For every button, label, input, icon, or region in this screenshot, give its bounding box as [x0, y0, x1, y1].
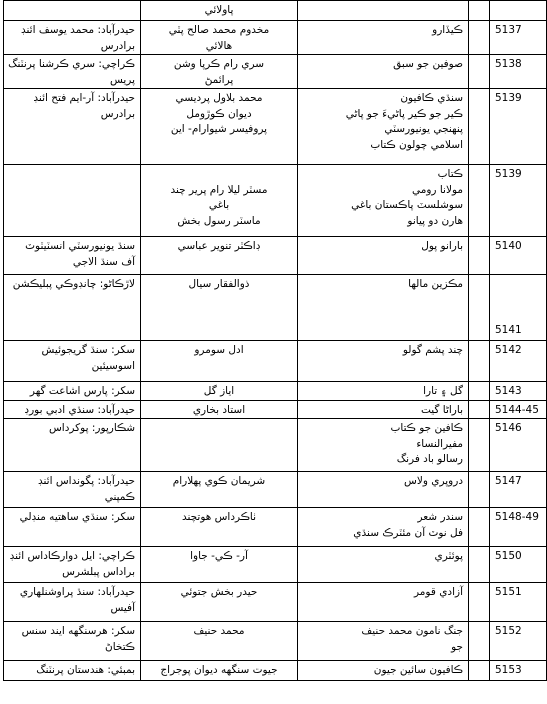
author-line: ادل سومرو: [194, 344, 244, 356]
author-line: ٺاڪرداس هوتچند: [181, 511, 257, 523]
entry-number: 5142: [495, 344, 522, 356]
table-row: [4, 547, 547, 583]
entry-number: 5152: [495, 625, 522, 637]
title-line: صوفين جو سبق: [393, 58, 463, 70]
title-line: دروپري ولاس: [404, 475, 463, 487]
catalog-table: [3, 0, 547, 681]
title-line: مفيرالنساء: [416, 437, 463, 450]
publisher-cell: [4, 89, 141, 165]
table-row: [4, 341, 547, 382]
entry-number-cell: [490, 547, 547, 583]
catalog-rows: [4, 1, 547, 681]
author-line: سري رام ڪرپا وشن: [173, 58, 265, 70]
title-line: آزادي قومر: [414, 586, 463, 598]
entry-number-cell: [490, 622, 547, 661]
table-row: [4, 237, 547, 275]
author-line: پروفيسر شيوارام- اين: [170, 123, 268, 135]
author-line: جيوت سنگهه ديوان پوجراج: [160, 664, 278, 676]
publisher-cell: [4, 1, 141, 21]
author-cell: [141, 89, 298, 165]
publisher-line: اسوسيئين: [91, 359, 135, 372]
author-line: ڊاڪٽر تنوير عباسي: [177, 240, 261, 252]
publisher-cell: [4, 508, 141, 547]
spacer-cell: [469, 508, 490, 547]
author-line: ذوالفقار سيال: [188, 278, 250, 290]
title-line: جنگ نامون محمد حنيف: [361, 625, 463, 637]
entry-number: 5148-49: [495, 511, 539, 523]
publisher-line: سکر: هرسنگهه ايند سنس: [21, 625, 135, 637]
title-cell: [298, 237, 469, 275]
title-line: ڪتاب: [437, 168, 463, 180]
table-row: [4, 622, 547, 661]
spacer-cell: [469, 21, 490, 55]
table-row: [4, 165, 547, 237]
entry-number-cell: [490, 472, 547, 508]
entry-number: 5137: [495, 24, 522, 36]
entry-number: 5140: [495, 240, 522, 252]
entry-number-cell: [490, 382, 547, 401]
title-cell: [298, 275, 469, 341]
author-line: پرائمڻ: [204, 73, 234, 86]
title-line: ڪافين جو ڪتاب: [390, 422, 463, 434]
table-row: [4, 583, 547, 622]
title-cell: [298, 622, 469, 661]
table-row: [4, 472, 547, 508]
entry-number: 5150: [495, 550, 522, 562]
entry-number-cell: [490, 661, 547, 681]
title-line: مولانا رومي: [411, 183, 463, 196]
publisher-cell: [4, 622, 141, 661]
publisher-line: سکر: پارس اشاعت گهر: [29, 385, 135, 397]
publisher-line: شڪارپور: پوکرداس: [48, 422, 135, 434]
title-line: اسلامي چولون ڪتاب: [370, 138, 463, 151]
title-line: پوئٽري: [434, 550, 463, 562]
author-cell: [141, 55, 298, 89]
publisher-line: پريس: [109, 73, 135, 86]
title-cell: [298, 55, 469, 89]
title-line: جو: [451, 640, 463, 653]
title-line: ڪيڏارو: [432, 24, 463, 36]
entry-number-cell: [490, 508, 547, 547]
author-line: مخدوم محمد صالح پٽي: [168, 24, 270, 36]
publisher-cell: [4, 165, 141, 237]
title-cell: [298, 583, 469, 622]
author-cell: [141, 237, 298, 275]
title-cell: [298, 1, 469, 21]
publisher-line: حيدرآباد: سنڌي ادبي بورڊ: [24, 403, 135, 416]
table-row: [4, 382, 547, 401]
author-cell: [141, 382, 298, 401]
publisher-cell: [4, 341, 141, 382]
title-line: ڪير جو ڪير پاڻيءَ جو پاڻي: [345, 107, 463, 120]
entry-number-cell: [490, 21, 547, 55]
title-cell: [298, 382, 469, 401]
author-line: اياز گل: [203, 385, 235, 397]
entry-number-cell: [490, 89, 547, 165]
entry-number: 5146: [495, 422, 522, 434]
publisher-line: ڪتخاڻ: [105, 640, 135, 653]
publisher-line: سنڌ يونيورسٽي انسٽيٽوٽ: [25, 240, 135, 252]
title-cell: [298, 547, 469, 583]
author-cell: [141, 661, 298, 681]
title-line: هارن دو پيانو: [407, 214, 463, 227]
publisher-cell: [4, 382, 141, 401]
publisher-line: حيدرآباد: آر-ايم فتح ائنڊ: [33, 92, 135, 104]
entry-number-cell: [490, 165, 547, 237]
title-line: رسالو باد فرنگ: [396, 453, 463, 465]
author-line: باغي: [208, 199, 230, 211]
author-cell: [141, 472, 298, 508]
author-cell: [141, 622, 298, 661]
spacer-cell: [469, 1, 490, 21]
title-line: ڪافيون سائين جيون: [373, 664, 463, 676]
publisher-cell: [4, 419, 141, 472]
author-line: آر- ڪي- جاوا: [190, 550, 248, 562]
author-cell: [141, 21, 298, 55]
publisher-cell: [4, 472, 141, 508]
spacer-cell: [469, 89, 490, 165]
title-line: باراڻا گيت: [420, 403, 463, 416]
table-row: [4, 661, 547, 681]
title-cell: [298, 508, 469, 547]
spacer-cell: [469, 419, 490, 472]
spacer-cell: [469, 661, 490, 681]
entry-number: 5143: [495, 385, 522, 397]
entry-number: 5139: [495, 92, 522, 104]
table-row: [4, 89, 547, 165]
title-line: گل ۽ تارا: [423, 385, 463, 397]
spacer-cell: [469, 237, 490, 275]
publisher-cell: [4, 400, 141, 419]
publisher-line: سکر: سنڌ گريجوئيش: [41, 344, 135, 356]
entry-number-cell: [490, 583, 547, 622]
publisher-line: براداس پبلشرس: [62, 565, 135, 578]
title-cell: [298, 21, 469, 55]
title-cell: [298, 472, 469, 508]
author-line: [146, 167, 292, 183]
title-line: سنڌي ڪافيون: [400, 92, 463, 104]
table-row: [4, 21, 547, 55]
author-cell: [141, 275, 298, 341]
publisher-line: آف سنڌ الاجي: [72, 255, 135, 268]
entry-number: 5141: [495, 323, 522, 336]
author-line: شريمان ڪوي پهلارام: [172, 475, 266, 487]
author-line: ماسٽر رسول بخش: [177, 214, 261, 227]
table-row: [4, 419, 547, 472]
title-line: مڪزين مالها: [408, 278, 463, 290]
author-cell: [141, 165, 298, 237]
spacer-cell: [469, 583, 490, 622]
entry-number-cell: [490, 55, 547, 89]
publisher-line: حيدرآباد: محمد يوسف ائنڊ: [20, 24, 135, 36]
author-cell: [141, 1, 298, 21]
author-line: پاولائي: [204, 4, 234, 16]
spacer-cell: [469, 55, 490, 89]
publisher-cell: [4, 237, 141, 275]
author-cell: [141, 508, 298, 547]
spacer-cell: [469, 400, 490, 419]
publisher-cell: [4, 661, 141, 681]
publisher-cell: [4, 275, 141, 341]
publisher-line: لاڙڪاڻو: چانڊوڪي پبليڪشن: [12, 278, 135, 290]
title-cell: [298, 661, 469, 681]
author-line: هالائي: [205, 39, 233, 52]
author-cell: [141, 400, 298, 419]
entry-number-cell: [490, 275, 547, 341]
publisher-cell: [4, 583, 141, 622]
author-line: ديوان ڪوڙومل: [186, 107, 252, 120]
spacer-cell: [469, 165, 490, 237]
publisher-line: حيدرآباد: پگونداس ائنڊ: [37, 475, 135, 487]
entry-number-cell: [490, 400, 547, 419]
author-cell: [141, 341, 298, 382]
publisher-cell: [4, 547, 141, 583]
entry-number: 5151: [495, 586, 522, 598]
publisher-line: سکر: سنڌي ساهتيه منڊلي: [19, 511, 135, 523]
entry-number: 5147: [495, 475, 522, 487]
spacer-cell: [469, 382, 490, 401]
title-line: فل نوٽ آن مئٽرڪ سنڌي: [353, 526, 463, 539]
title-line: سندر شعر: [417, 511, 463, 523]
publisher-cell: [4, 55, 141, 89]
spacer-cell: [469, 341, 490, 382]
title-line: بارانو پول: [421, 240, 463, 252]
publisher-line: ڪمپني: [104, 490, 135, 503]
publisher-line: ڪراچي: سري ڪرشنا پرنٽنگ: [8, 58, 135, 70]
title-cell: [298, 341, 469, 382]
entry-number-cell: [490, 1, 547, 21]
author-line: استاد بخاري: [192, 403, 246, 416]
title-cell: [298, 419, 469, 472]
publisher-line: برادرس: [100, 107, 135, 120]
entry-number-cell: [490, 237, 547, 275]
entry-number: 5138: [495, 58, 522, 70]
entry-number: 5144-45: [495, 403, 539, 416]
author-line: محمد حنيف: [193, 625, 245, 637]
table-row: [4, 508, 547, 547]
spacer-cell: [469, 622, 490, 661]
title-line: پنهنجي يونيورسٽي: [384, 123, 463, 135]
publisher-line: ڪراچي: ايل دوارڪاداس ائنڊ: [9, 550, 135, 562]
title-cell: [298, 400, 469, 419]
entry-number: 5139: [495, 168, 522, 180]
author-cell: [141, 583, 298, 622]
title-line: سوشلسٽ پاڪستان باغي: [351, 199, 463, 211]
table-row: [4, 55, 547, 89]
spacer-cell: [469, 275, 490, 341]
publisher-line: حيدرآباد: سنڌ پراوشنلهاري: [19, 586, 135, 598]
author-cell: [141, 419, 298, 472]
entry-number-cell: [490, 419, 547, 472]
entry-number: 5153: [495, 664, 522, 676]
publisher-line: آفيس: [110, 601, 135, 614]
author-cell: [141, 547, 298, 583]
table-row: [4, 400, 547, 419]
title-cell: [298, 165, 469, 237]
publisher-line: برادرس: [100, 39, 135, 52]
publisher-cell: [4, 21, 141, 55]
author-line: مسٽر ليلا رام پرير چند: [170, 183, 268, 196]
table-row: [4, 275, 547, 341]
spacer-cell: [469, 472, 490, 508]
title-cell: [298, 89, 469, 165]
author-line: حيدر بخش جتوئي: [180, 586, 258, 598]
spacer-cell: [469, 547, 490, 583]
title-line: چند پشم گولو: [402, 344, 463, 356]
entry-number-cell: [490, 341, 547, 382]
table-row: [4, 1, 547, 21]
publisher-line: بمبئي: هندستان پرنٽنگ: [36, 664, 135, 676]
author-line: محمد بلاول پرديسي: [175, 92, 263, 104]
